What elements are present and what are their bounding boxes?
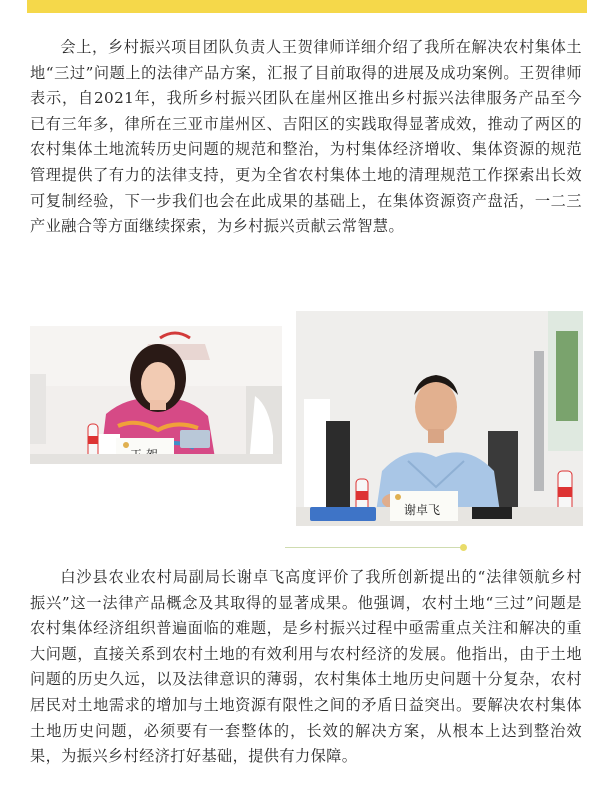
top-accent-bar bbox=[27, 0, 587, 13]
photo-wang-he-speaking bbox=[30, 326, 282, 464]
photo-xie-zhuofei-speaking bbox=[296, 311, 583, 526]
divider-dot bbox=[460, 544, 467, 551]
paragraph-xie-zhuofei-comment: 白沙县农业农村局副局长谢卓飞高度评价了我所创新提出的“法律领航乡村振兴”这一法律产品概念及其取得的显著成果。他强调，农村土地“三过”问题是农村集体经济组织普遍面临的难题，是乡村振兴过程中亟需重点关注和解决的重大问题，直接关系到农村土地的有效利用与农村经济的发展。他指出，由于土地问题的历史久远，以及法律意识的薄弱，农村集体土地历史问题十分复杂，农村居民对土地需求的增加与土地资源有限性之间的矛盾日益突出。要解决农村集体土地历史问题，必须要有一套整体的，长效的解决方案，从根本上达到整治效果，为振兴乡村经济打好基础，提供有力保障。 bbox=[30, 568, 582, 766]
paragraph-wang-he-report: 会上，乡村振兴项目团队负责人王贺律师详细介绍了我所在解决农村集体土地“三过”问题上的法律产品方案，汇报了目前取得的进展及成功案例。王贺律师表示，自2021年，我所乡村振兴团队在崖州区推出乡村振兴法律服务产品至今已有三年多，律所在三亚市崖州区、吉阳区的实践取得显著成效，推动了两区的农村集体土地流转历史问题的规范和整治，为村集体经济增收、集体资源的规范管理提供了有力的法律支持，更为全省农村集体土地的清理规范工作探索出长效可复制经验，下一步我们也会在此成果的基础上，在集体资源资产盘活，一二三产业融合等方面继续探索，为乡村振兴贡献云常智慧。 bbox=[30, 38, 582, 236]
section-divider bbox=[285, 546, 467, 549]
nameplate-xie-zhuofei: 谢卓飞 bbox=[404, 503, 441, 517]
divider-line bbox=[285, 547, 461, 548]
